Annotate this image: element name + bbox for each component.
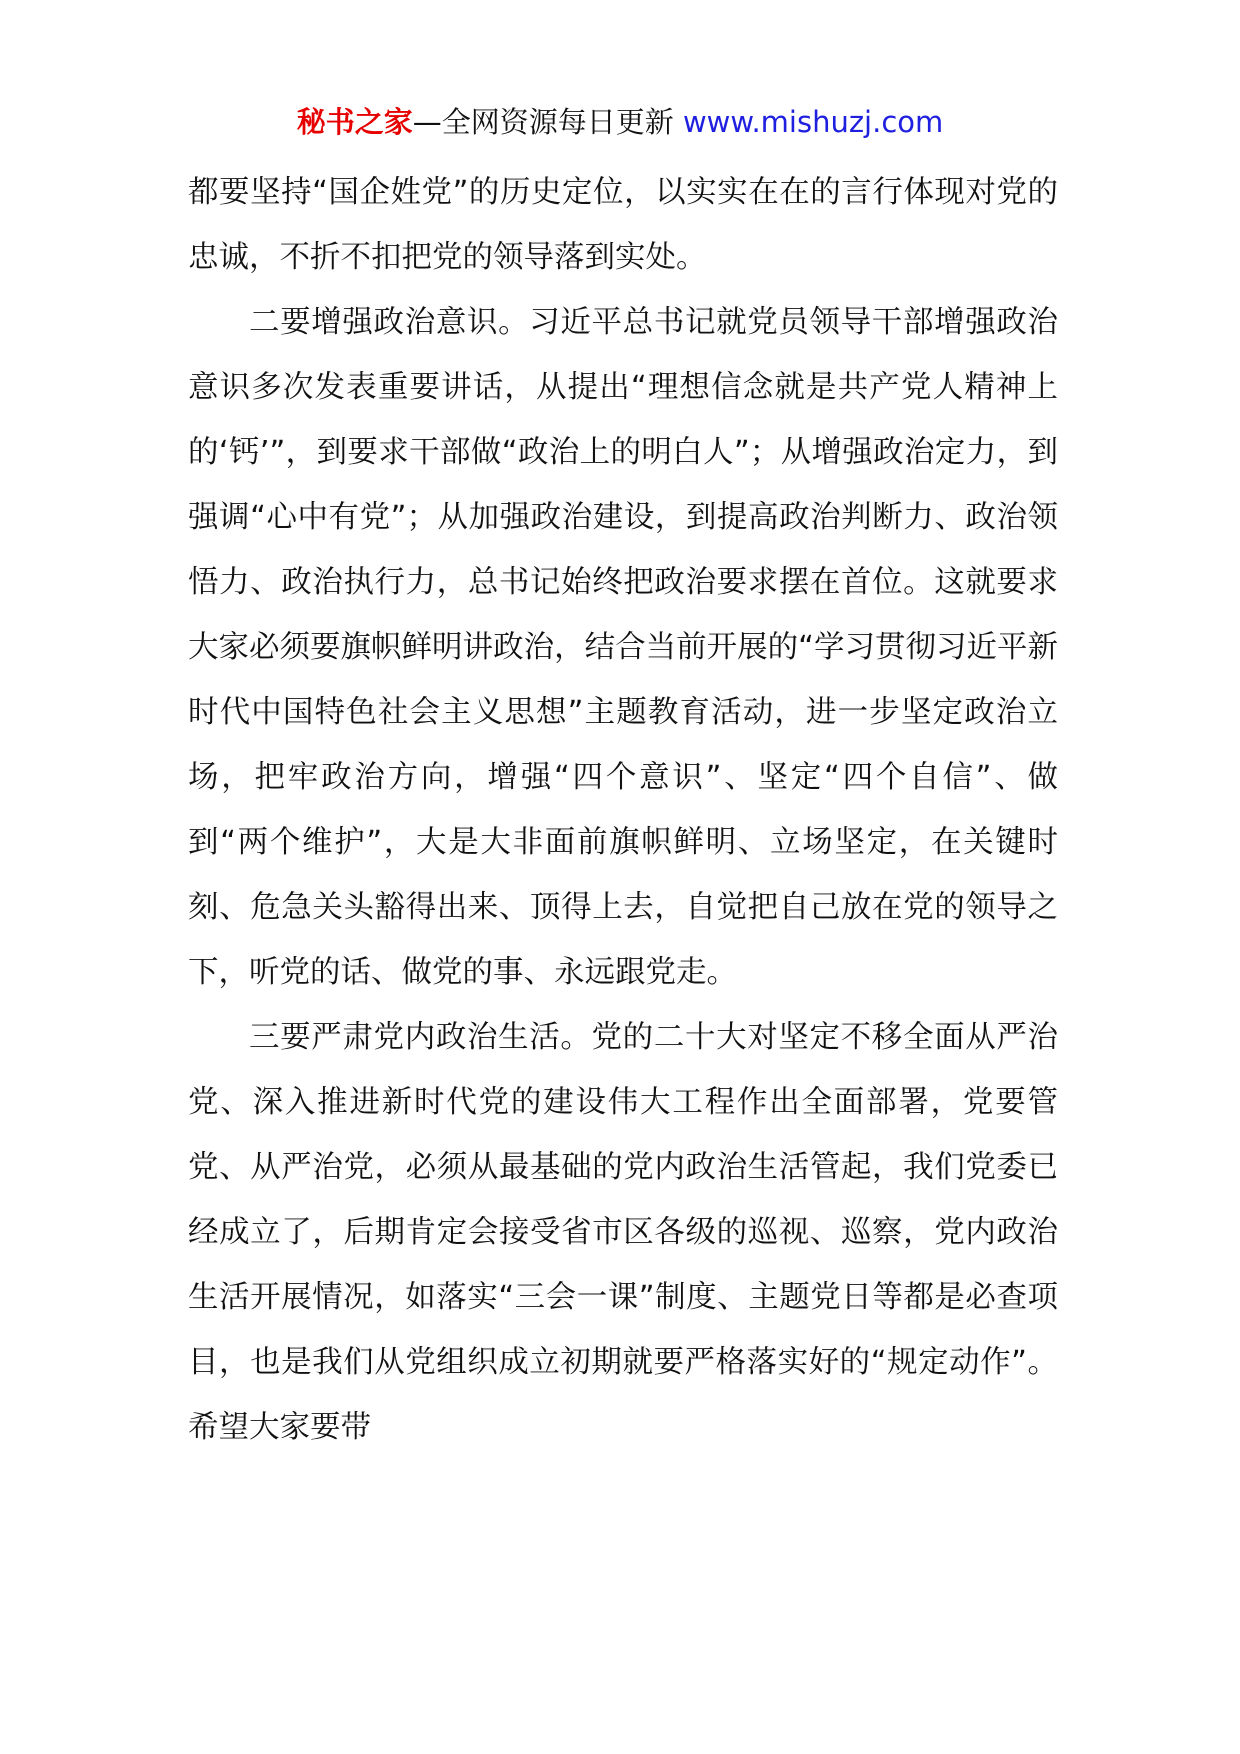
paragraph-party-political-life: 三要严肃党内政治生活。党的二十大对坚定不移全面从严治党、深入推进新时代党的建设伟大工程作出全面部署，党要管党、从严治党，必须从最基础的党内政治生活管起，我们党委已经成立了，后期肯定会接受省市区各级的巡视、巡察，党内政治生活开展情况，如落实“三会一课”制度、主题党日等都是必查项目，也是我们从党组织成立初期就要严格落实好的“规定动作”。希望大家要带	[188, 1020, 1058, 1445]
paragraph-political-awareness: 二要增强政治意识。习近平总书记就党员领导干部增强政治意识多次发表重要讲话，从提出“理想信念就是共产党人精神上的‘钙’”，到要求干部做“政治上的明白人”；从增强政治定力，到强调“心中有党”；从加强政治建设，到提高政治判断力、政治领悟力、政治执行力，总书记始终把政治要求摆在首位。这就要求大家必须要旗帜鲜明讲政治，结合当前开展的“学习贯彻习近平新时代中国特色社会主义思想”主题教育活动，进一步坚定政治立场，把牢政治方向，增强“四个意识”、坚定“四个自信”、做到“两个维护”，大是大非面前旗帜鲜明、立场坚定，在关键时刻、危急关头豁得出来、顶得上去，自觉把自己放在党的领导之下，听党的话、做党的事、永远跟党走。	[188, 305, 1058, 990]
watermark-header	[0, 100, 1240, 144]
document-body	[188, 160, 1058, 1460]
brand-name: 秘书之家	[296, 105, 413, 139]
header-tagline: —全网资源每日更新	[412, 105, 674, 139]
paragraph-continuation: 都要坚持“国企姓党”的历史定位，以实实在在的言行体现对党的忠诚，不折不扣把党的领导落到实处。	[188, 175, 1058, 275]
site-url-link[interactable]: www.mishuzj.com	[682, 105, 944, 139]
